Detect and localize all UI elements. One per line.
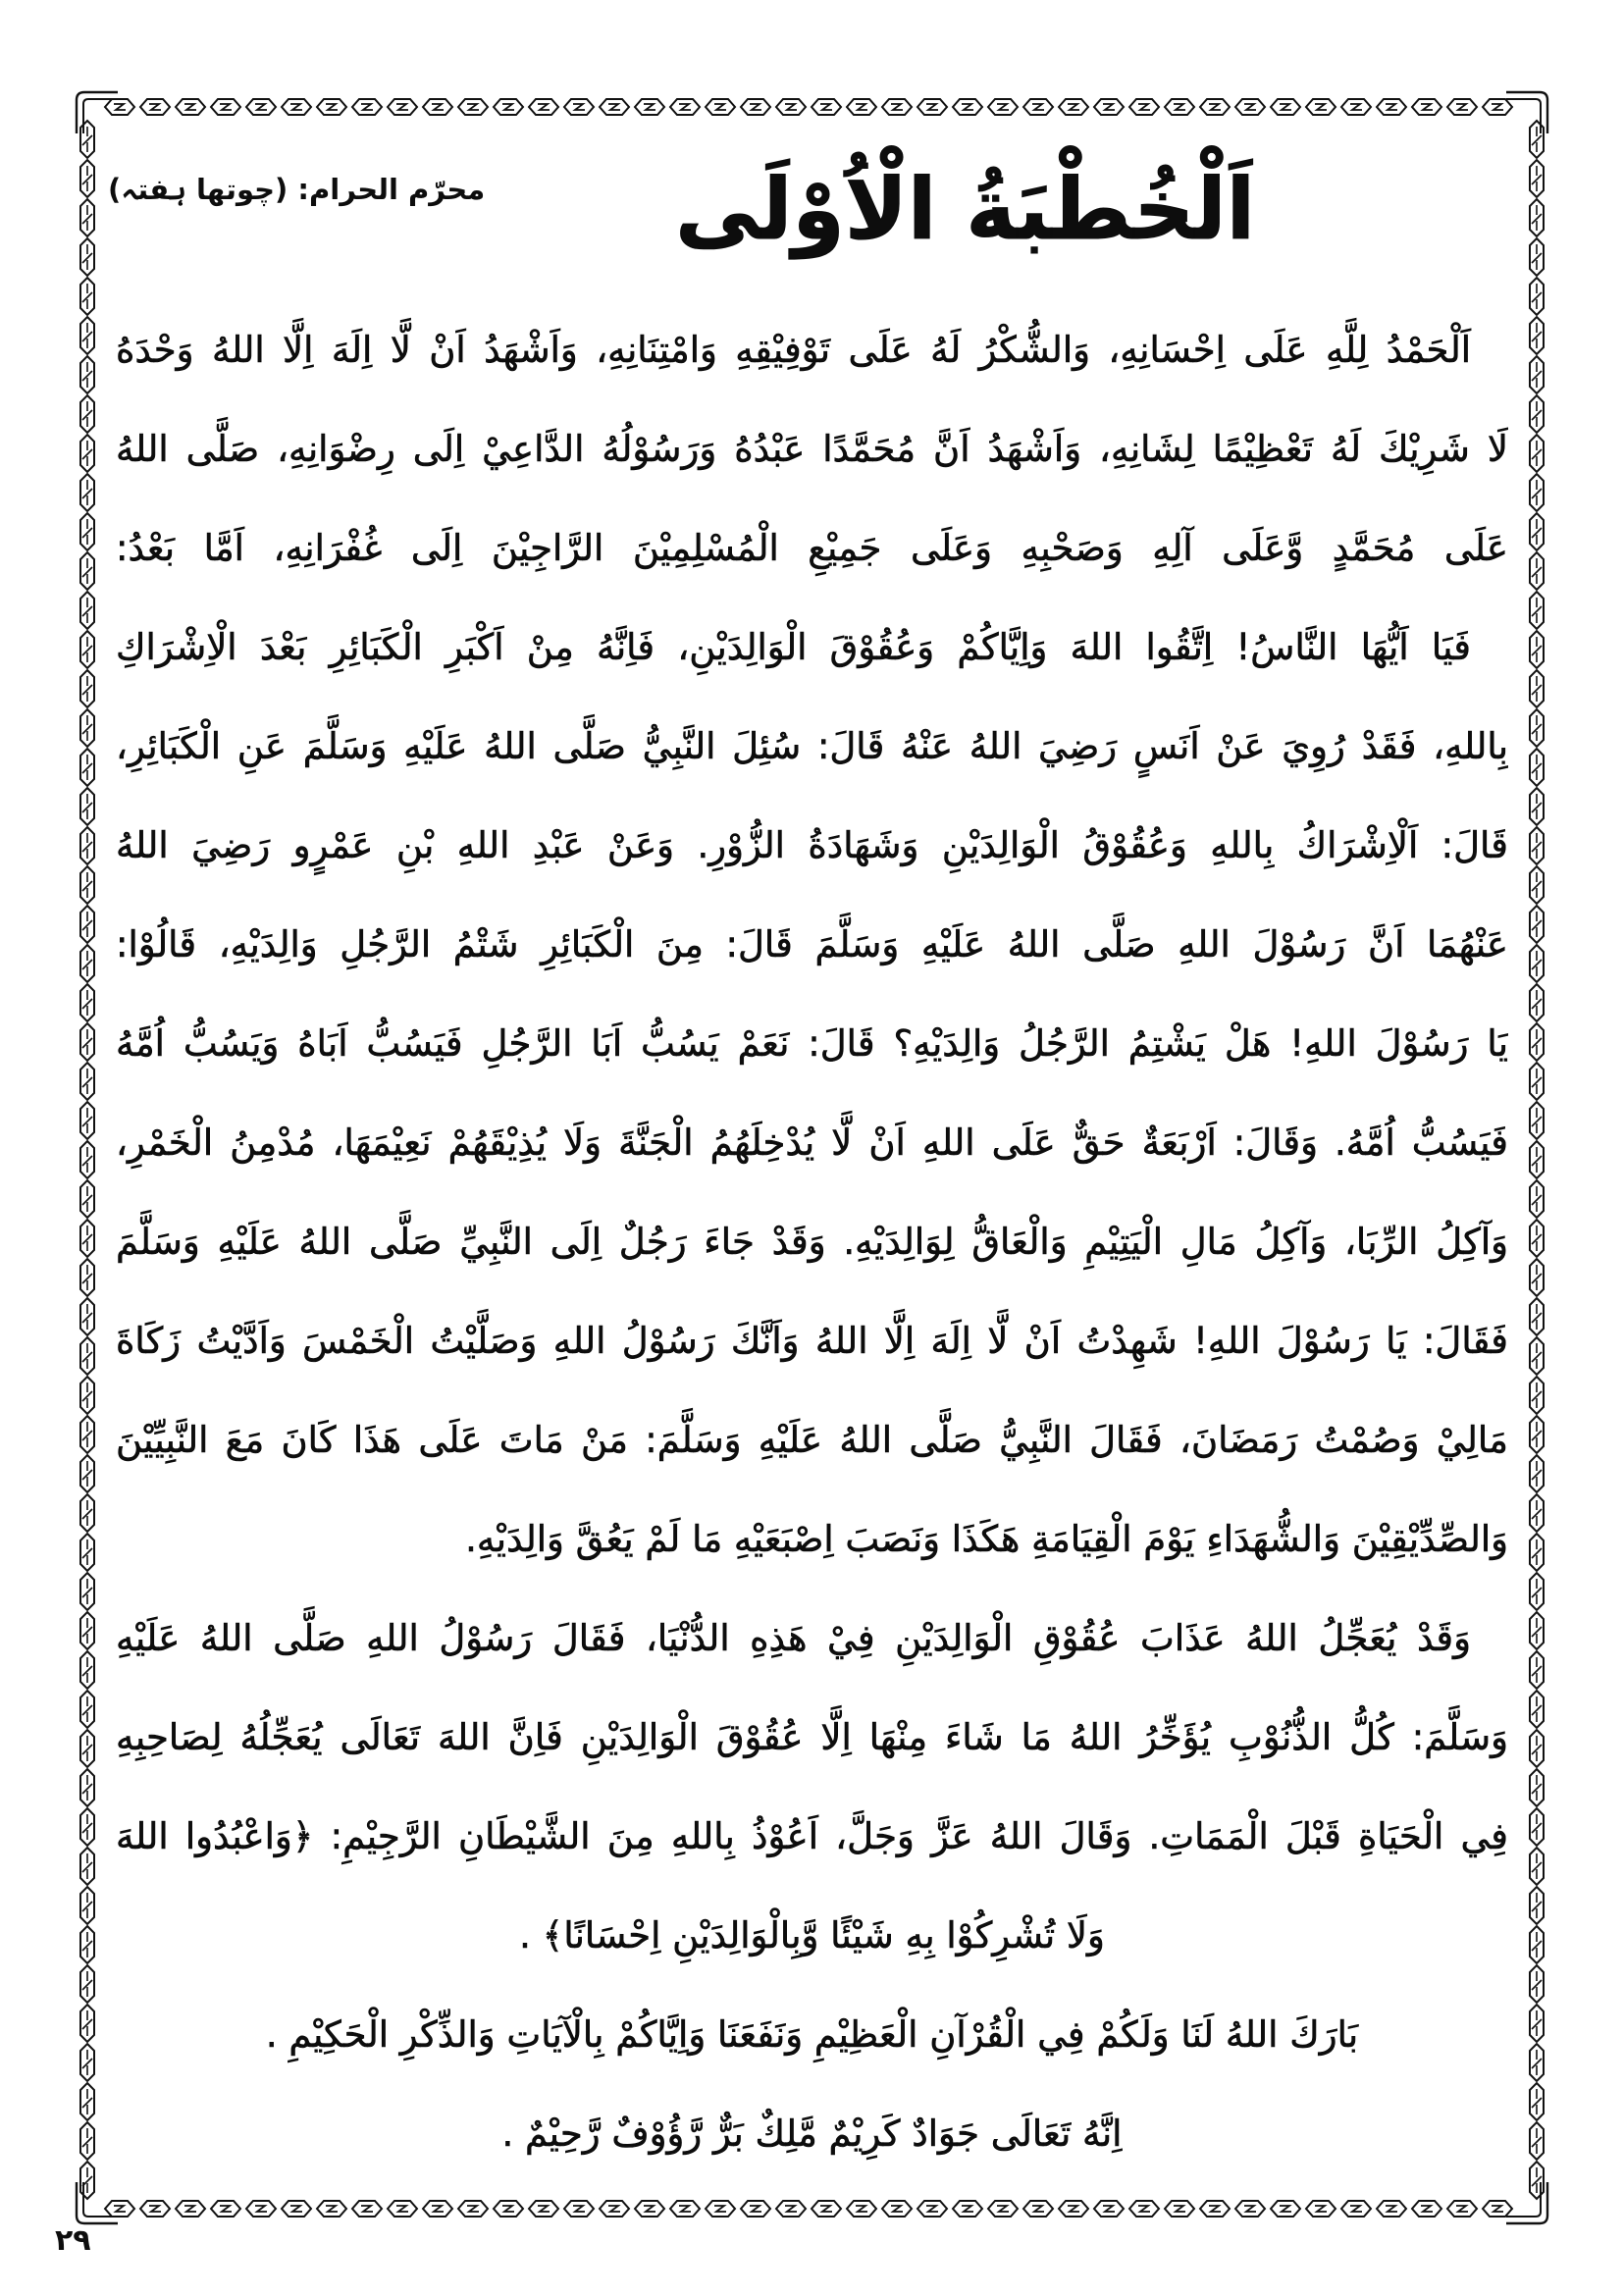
khutbah-line: اَلْحَمْدُ لِلَّهِ عَلَى اِحْسَانِهِ، وَالشُّكْرُ لَهُ عَلَى تَوْفِيْقِهِ وَامْتِنَانِهِ، وَاَشْهَدُ اَنْ لَّا اِلَهَ اِلَّا اللهُ وَحْدَهُ <box>116 329 1471 371</box>
khutbah-line: يَا رَسُوْلَ اللهِ! هَلْ يَشْتِمُ الرَّجُلُ وَالِدَيْهِ؟ قَالَ: نَعَمْ يَسُبُّ اَبَا الرَّجُلِ فَيَسُبُّ اَبَاهُ وَيَسُبُّ اُمَّهُ <box>116 1022 1508 1065</box>
khutbah-line: وَسَلَّمَ: كُلُّ الذُّنُوْبِ يُؤَخِّرُ اللهُ مَا شَاءَ مِنْهَا اِلَّا عُقُوْقَ الْوَالِدَيْنِ فَاِنَّ اللهَ تَعَالَى يُعَجِّلُهُ لِصَاحِبِهِ <box>116 1716 1508 1758</box>
khutbah-line: فَيَا اَيُّهَا النَّاسُ! اِتَّقُوا اللهَ وَاِيَّاكُمْ وَعُقُوْقَ الْوَالِدَيْنِ، فَاِنَّهُ مِنْ اَكْبَرِ الْكَبَائِرِ بَعْدَ الْاِشْرَاكِ <box>116 626 1471 668</box>
khutbah-line: قَالَ: اَلْاِشْرَاكُ بِاللهِ وَعُقُوْقُ الْوَالِدَيْنِ وَشَهَادَةُ الزُّوْرِ. وَعَنْ عَبْدِ اللهِ بْنِ عَمْرٍو رَضِيَ اللهُ <box>116 824 1508 866</box>
khutbah-line: وَقَدْ يُعَجِّلُ اللهُ عَذَابَ عُقُوْقِ الْوَالِدَيْنِ فِيْ هَذِهِ الدُّنْيَا، فَقَالَ رَسُوْلُ اللهِ صَلَّى اللهُ عَلَيْهِ <box>116 1617 1471 1659</box>
khutbah-line: وَالصِّدِّيْقِيْنَ وَالشُّهَدَاءِ يَوْمَ الْقِيَامَةِ هَكَذَا وَنَصَبَ اِصْبَعَيْهِ مَا لَمْ يَعُقَّ وَالِدَيْهِ. <box>465 1518 1508 1560</box>
quran-verse-line: وَلَا تُشْرِكُوْا بِهِ شَيْئًا وَّبِالْوَالِدَيْنِ اِحْسَانًا﴾ . <box>519 1914 1105 1957</box>
khutbah-line: لَا شَرِيْكَ لَهُ تَعْظِيْمًا لِشَانِهِ، وَاَشْهَدُ اَنَّ مُحَمَّدًا عَبْدُهُ وَرَسُوْلُهُ الدَّاعِيْ اِلَى رِضْوَانِهِ، صَلَّى اللهُ <box>116 428 1508 470</box>
khutbah-line: فَقَالَ: يَا رَسُوْلَ اللهِ! شَهِدْتُ اَنْ لَّا اِلَهَ اِلَّا اللهُ وَاَنَّكَ رَسُوْلُ اللهِ وَصَلَّيْتُ الْخَمْسَ وَاَدَّيْتُ زَكَاةَ <box>116 1320 1508 1362</box>
khutbah-line: فِي الْحَيَاةِ قَبْلَ الْمَمَاتِ. وَقَالَ اللهُ عَزَّ وَجَلَّ، اَعُوْذُ بِاللهِ مِنَ الشَّيْطَانِ الرَّجِيْمِ: ﴿وَاعْبُدُوا اللهَ <box>116 1815 1508 1857</box>
page-title: اَلْخُطْبَةُ الْاُوْلَى <box>675 161 1256 259</box>
closing-dua-line: بَارَكَ اللهُ لَنَا وَلَكُمْ فِي الْقُرْآنِ الْعَظِيْمِ وَنَفَعَنَا وَاِيَّاكُمْ بِالْآيَاتِ وَالذِّكْرِ الْحَكِيْمِ . <box>265 2013 1359 2056</box>
page-header <box>108 126 1508 294</box>
page-number: ۲۹ <box>55 2223 91 2258</box>
khutbah-line: عَنْهُمَا اَنَّ رَسُوْلَ اللهِ صَلَّى اللهُ عَلَيْهِ وَسَلَّمَ قَالَ: مِنَ الْكَبَائِرِ شَتْمُ الرَّجُلِ وَالِدَيْهِ، قَالُوْا: <box>116 923 1508 965</box>
page-content <box>108 126 1508 2190</box>
closing-dua-line: اِنَّهُ تَعَالَى جَوَادٌ كَرِيْمٌ مَّلِكٌ بَرٌّ رَّؤُوْفٌ رَّحِيْمٌ . <box>501 2113 1123 2155</box>
khutbah-text <box>116 300 1508 2183</box>
khutbah-line: بِاللهِ، فَقَدْ رُوِيَ عَنْ اَنَسٍ رَضِيَ اللهُ عَنْهُ قَالَ: سُئِلَ النَّبِيُّ صَلَّى اللهُ عَلَيْهِ وَسَلَّمَ عَنِ الْكَبَائِرِ، <box>116 725 1508 767</box>
khutbah-line: عَلَى مُحَمَّدٍ وَّعَلَى آلِهِ وَصَحْبِهِ وَعَلَى جَمِيْعِ الْمُسْلِمِيْنَ الرَّاجِيْنَ اِلَى غُفْرَانِهِ، اَمَّا بَعْدُ: <box>116 527 1508 569</box>
month-week-note: محرّم الحرام: (چوتھا ہفتہ) <box>108 173 486 206</box>
khutbah-line: فَيَسُبُّ اُمَّهُ. وَقَالَ: اَرْبَعَةٌ حَقٌّ عَلَى اللهِ اَنْ لَّا يُدْخِلَهُمُ الْجَنَّةَ وَلَا يُذِيْقَهُمْ نَعِيْمَهَا، مُدْمِنُ الْخَمْرِ، <box>116 1122 1508 1164</box>
khutbah-line: وَآكِلُ الرِّبَا، وَآكِلُ مَالِ الْيَتِيْمِ وَالْعَاقُّ لِوَالِدَيْهِ. وَقَدْ جَاءَ رَجُلٌ اِلَى النَّبِيِّ صَلَّى اللهُ عَلَيْهِ وَسَلَّمَ <box>116 1221 1508 1263</box>
khutbah-line: مَالِيْ وَصُمْتُ رَمَضَانَ، فَقَالَ النَّبِيُّ صَلَّى اللهُ عَلَيْهِ وَسَلَّمَ: مَنْ مَاتَ عَلَى هَذَا كَانَ مَعَ النَّبِيِّيْنَ <box>116 1419 1508 1461</box>
